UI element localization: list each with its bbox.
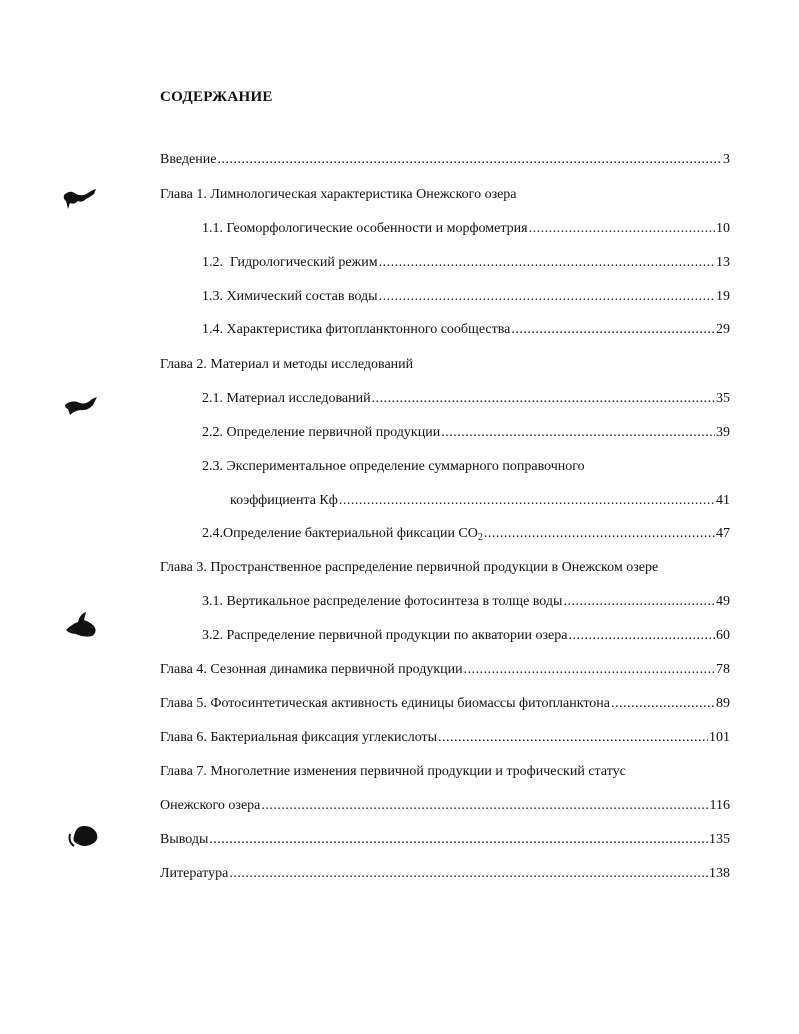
toc-entry-2-3[interactable] xyxy=(202,457,730,477)
dot-leader xyxy=(441,423,715,443)
toc-entry-label: 1.1. Геоморфологические особенности и морфометрия xyxy=(202,221,528,236)
scan-artifact-mark xyxy=(66,820,102,852)
toc-entry-2-2[interactable] xyxy=(202,423,730,443)
toc-entry-label: 2.3. Экспериментальное определение суммарного поправочного xyxy=(202,459,585,474)
toc-entry-label-text: 2.4.Определение бактериальной фиксации CO xyxy=(202,526,478,541)
toc-entry-page: 89 xyxy=(716,696,730,711)
toc-entry-page: 29 xyxy=(716,322,730,337)
toc-chapter-7[interactable] xyxy=(160,762,730,782)
toc-entry-label: Глава 5. Фотосинтетическая активность единицы биомассы фитопланктона xyxy=(160,696,610,711)
dot-leader xyxy=(568,626,715,646)
dot-leader xyxy=(372,389,715,409)
scan-artifact-mark xyxy=(62,393,100,421)
toc-entry-page: 135 xyxy=(709,832,730,847)
dot-leader xyxy=(529,219,715,239)
toc-entry-label: Литература xyxy=(160,866,229,881)
dot-leader xyxy=(464,660,715,680)
toc-entry-label: Глава 2. Материал и методы исследований xyxy=(160,357,414,372)
dot-leader xyxy=(379,287,715,307)
toc-entry-2-4[interactable] xyxy=(202,524,730,544)
toc-entry-page: 35 xyxy=(716,391,730,406)
toc-entry-page: 19 xyxy=(716,289,730,304)
dot-leader xyxy=(229,864,708,884)
toc-entry-3-1[interactable] xyxy=(202,592,730,612)
toc-entry-label xyxy=(202,524,483,544)
dot-leader xyxy=(379,253,715,273)
toc-entry-label: Онежского озера xyxy=(160,798,261,813)
toc-entry-label: Глава 6. Бактериальная фиксация углекислоты xyxy=(160,730,438,745)
dot-leader xyxy=(261,796,708,816)
toc-entry-literature[interactable] xyxy=(160,864,730,884)
toc-entry-label: 3.2. Распределение первичной продукции по акватории озера xyxy=(202,628,568,643)
toc-entry-page: 138 xyxy=(709,866,730,881)
scan-artifact-mark xyxy=(60,608,102,642)
toc-chapter-2[interactable] xyxy=(160,355,730,375)
toc-entry-label: 1.4. Характеристика фитопланктонного сообщества xyxy=(202,322,511,337)
page-title: СОДЕРЖАНИЕ xyxy=(160,89,273,105)
toc-entry-page: 60 xyxy=(716,628,730,643)
toc-entry-page: 39 xyxy=(716,425,730,440)
toc-entry-3-2[interactable] xyxy=(202,626,730,646)
dot-leader xyxy=(563,592,715,612)
toc-entry-label: Глава 1. Лимнологическая характеристика Онежского озера xyxy=(160,187,517,202)
toc-chapter-3[interactable] xyxy=(160,558,730,578)
toc-chapter-5[interactable] xyxy=(160,694,730,714)
dot-leader xyxy=(339,491,715,511)
toc-entry-page: 10 xyxy=(716,221,730,236)
toc-entry-2-1[interactable] xyxy=(202,389,730,409)
dot-leader xyxy=(438,728,708,748)
toc-entry-label: 2.1. Материал исследований xyxy=(202,391,371,406)
toc-entry-label: Глава 3. Пространственное распределение первичной продукции в Онежском озере xyxy=(160,560,659,575)
toc-entry-label: коэффициента Кф xyxy=(230,493,338,508)
toc-entry-page: 49 xyxy=(716,594,730,609)
toc-entry-label: 1.2. Гидрологический режим xyxy=(202,255,378,270)
scan-artifact-mark xyxy=(60,185,100,215)
toc-entry-1-3[interactable] xyxy=(202,287,730,307)
toc-entry-1-1[interactable] xyxy=(202,219,730,239)
toc-chapter-4[interactable] xyxy=(160,660,730,680)
toc-entry-conclusions[interactable] xyxy=(160,830,730,850)
toc-entry-intro[interactable] xyxy=(160,150,730,170)
subscript: 2 xyxy=(477,532,483,543)
toc-entry-label: Выводы xyxy=(160,832,209,847)
toc-entry-2-3-continued[interactable] xyxy=(230,491,730,511)
dot-leader xyxy=(217,150,722,170)
dot-leader xyxy=(484,524,715,544)
toc-entry-1-4[interactable] xyxy=(202,320,730,340)
dot-leader xyxy=(209,830,708,850)
toc-entry-page: 3 xyxy=(723,152,730,167)
toc-entry-page: 41 xyxy=(716,493,730,508)
dot-leader xyxy=(511,320,715,340)
toc-entry-label: 3.1. Вертикальное распределение фотосинтеза в толще воды xyxy=(202,594,563,609)
dot-leader xyxy=(611,694,715,714)
toc-entry-label: 1.3. Химический состав воды xyxy=(202,289,378,304)
toc-entry-label: Глава 4. Сезонная динамика первичной продукции xyxy=(160,662,463,677)
toc-chapter-1[interactable] xyxy=(160,185,730,205)
toc-entry-label: Глава 7. Многолетние изменения первичной продукции и трофический статус xyxy=(160,764,626,779)
toc-entry-page: 78 xyxy=(716,662,730,677)
toc-entry-page: 101 xyxy=(709,730,730,745)
toc-entry-page: 47 xyxy=(716,526,730,541)
toc-chapter-6[interactable] xyxy=(160,728,730,748)
toc-entry-page: 116 xyxy=(709,798,730,813)
toc-entry-page: 13 xyxy=(716,255,730,270)
toc-entry-label: 2.2. Определение первичной продукции xyxy=(202,425,441,440)
toc-entry-1-2[interactable] xyxy=(202,253,730,273)
toc-chapter-7-continued[interactable] xyxy=(160,796,730,816)
toc-entry-label: Введение xyxy=(160,152,217,167)
